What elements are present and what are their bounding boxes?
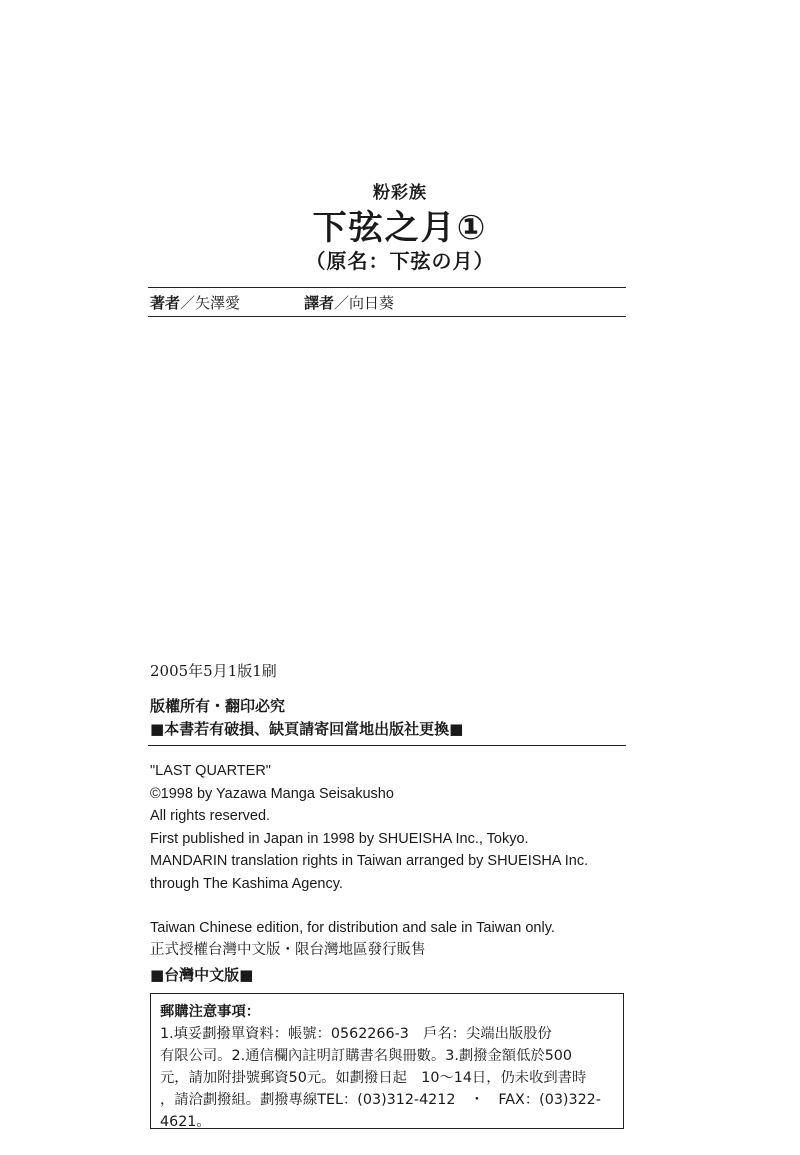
notice-line: 1.填妥劃撥單資料：帳號：0562266-3 戶名：尖端出版股份 [160, 1026, 552, 1042]
translator-name: ／向日葵 [334, 294, 395, 312]
copyright-line: ©1998 by Yazawa Manga Seisakusho [150, 785, 394, 802]
damage-notice: ■本書若有破損、缺頁請寄回當地出版社更換■ [150, 720, 464, 738]
series-name: 粉彩族 [373, 183, 427, 203]
author-label: 著者 [150, 294, 181, 312]
distribution-chinese: 正式授權台灣中文版・限台灣地區發行販售 [150, 942, 426, 958]
copyright-line: First published in Japan in 1998 by SHUEISHA Inc., Tokyo. [150, 830, 529, 847]
author-name: ／矢澤愛 [180, 294, 241, 312]
distribution-notice [150, 917, 555, 961]
original-title: （原名：下弦の月） [305, 249, 495, 273]
divider-credits [148, 316, 626, 317]
notice-line: 4621。 [160, 1114, 211, 1130]
book-title: 下弦之月① [312, 208, 488, 248]
distribution-english: Taiwan Chinese edition, for distribution and sale in Taiwan only. [150, 920, 555, 936]
printing-info: 2005年5月1版1刷 [150, 662, 277, 680]
mail-order-notice [150, 993, 624, 1129]
copyright-block [150, 760, 588, 896]
notice-line: 有限公司。2.通信欄內註明訂購書名與冊數。3.劃撥金額低於500 [160, 1048, 572, 1064]
translator-credit [304, 292, 394, 313]
copyright-line: MANDARIN translation rights in Taiwan arranged by SHUEISHA Inc. [150, 853, 589, 870]
divider-rights [148, 745, 626, 746]
copyright-line: "LAST QUARTER" [150, 763, 271, 779]
rights-reserved: 版權所有・翻印必究 [150, 697, 286, 715]
translator-label: 譯者 [304, 294, 335, 312]
credits-line [150, 292, 395, 313]
divider-top [148, 287, 626, 288]
notice-line: 元，請加附掛號郵資50元。如劃撥日起 10〜14日，仍未收到書時 [160, 1070, 587, 1086]
notice-title: 郵購注意事項： [160, 1004, 261, 1020]
copyright-line: All rights reserved. [150, 808, 271, 825]
notice-line: ，請洽劃撥組。劃撥專線TEL：(03)312-4212 ・ FAX：(03)322- [160, 1092, 601, 1108]
edition-label: ■台灣中文版■ [150, 966, 254, 984]
copyright-line: through The Kashima Agency. [150, 875, 343, 892]
